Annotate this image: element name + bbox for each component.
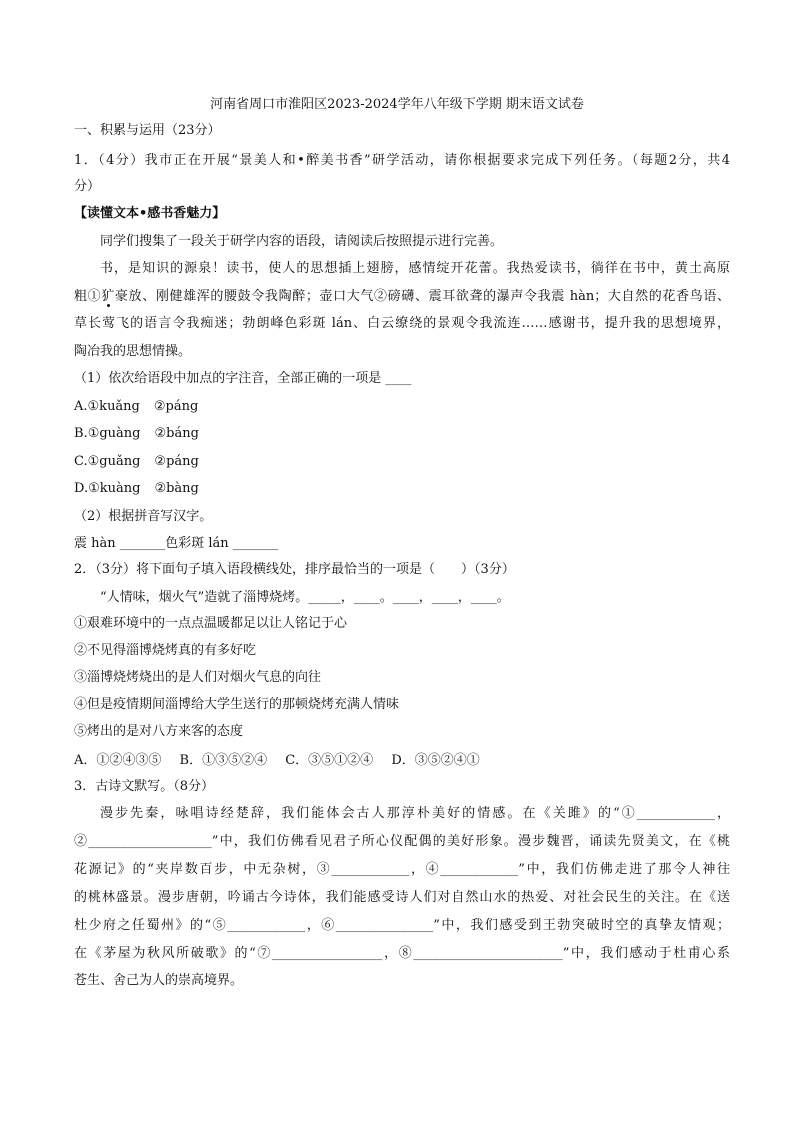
q1-stem-line2: 分） <box>74 179 101 194</box>
q2-choices <box>74 751 480 771</box>
passage-line-4: 陶冶我的思想情操。 <box>74 344 192 359</box>
q3-line-5: 杜少府之任蜀州》的“⑤____________，⑥_______________”中，我们感受到王勃突破时空的真挚友情观； <box>74 918 730 933</box>
passage-line-2-text: 粗①犷豪放、刚健雄浑的腰鼓令我陶醉；壶口大气②磅礴、震耳欲聋的瀑声令我震 hàn；大自然的花香鸟语、 <box>74 289 730 304</box>
q1-intro: 同学们搜集了一段关于研学内容的语段，请阅读后按照提示进行完善。 <box>100 234 504 249</box>
q3-line-7: 苍生、舍己为人的崇高境界。 <box>74 973 244 988</box>
option-d[interactable] <box>74 479 199 499</box>
q2-item-3: ③淄博烧烤烧出的是人们对烟火气息的向往 <box>74 670 322 685</box>
option-pinyin-2: ②bàng <box>154 481 199 496</box>
q3-line-2: ②___________________”中，我们仿佛看见君子所心仪配偶的美好形象。漫步魏晋，诵读先贤美文，在《桃 <box>74 834 730 849</box>
option-a[interactable] <box>74 397 198 417</box>
option-c[interactable] <box>74 452 199 472</box>
q3-stem: 3．古诗文默写。（8分） <box>74 779 215 794</box>
q2-lead: “人情味，烟火气”造就了淄博烧烤。_____，____。____，____，____。 <box>100 590 510 605</box>
emphasis-dot-char: 犷 <box>101 289 115 304</box>
option-pinyin-1: ①guàng <box>87 426 141 441</box>
q2-stem: 2．（3分）将下面句子填入语段横线处，排序最恰当的一项是（ ）（3分） <box>74 562 515 577</box>
option-label: B. <box>74 426 88 441</box>
q2-choice-d[interactable]: D．③⑤②④① <box>391 753 480 768</box>
passage-line-1: 书，是知识的源泉！读书，使人的思想插上翅膀，感情绽开花蕾。我热爱读书，徜徉在书中，黄土高原 <box>100 261 730 276</box>
option-pinyin-2: ②páng <box>153 399 199 414</box>
q3-line-6: 在《茅屋为秋风所破歌》的“⑦_________________，⑧_______________________”中，我们感动于杜甫心系 <box>74 946 730 961</box>
section-heading: 一、积累与运用（23分） <box>74 123 221 138</box>
q1-stem-line1: 1．（4分）我市正在开展“景美人和•醉美书香”研学活动，请你根据要求完成下列任务。（每题2分，共4 <box>74 153 730 168</box>
q1-subhead: 【读懂文本•感书香魅力】 <box>74 206 226 221</box>
q3-line-4: 的桃林盛景。漫步唐朝，吟诵古今诗体，我们能感受诗人们对自然山水的热爱、对社会民生的关注。在《送 <box>74 890 730 905</box>
q1-part2-blanks: 震 hàn _______色彩斑 lán _______ <box>74 536 279 551</box>
option-pinyin-1: ①kuàng <box>88 481 141 496</box>
passage-line-2 <box>74 287 730 307</box>
q2-item-1: ①艰难环境中的一点点温暖都足以让人铭记于心 <box>74 616 348 631</box>
q2-choice-c[interactable]: C．③⑤①②④ <box>285 753 374 768</box>
option-pinyin-1: ①kuǎng <box>87 399 140 414</box>
q3-line-3: 花源记》的“夹岸数百步，中无杂树，③____________，④____________”中，我们仿佛走进了那令人神往 <box>74 862 730 877</box>
option-label: A. <box>74 399 88 414</box>
option-pinyin-2: ②páng <box>154 454 199 469</box>
q1-part2-prompt: （2）根据拼音写汉字。 <box>74 509 213 524</box>
q3-line-1: 漫步先秦，咏唱诗经楚辞，我们能体会古人那淳朴美好的情感。在《关雎》的“①____________， <box>100 806 730 821</box>
option-b[interactable] <box>74 424 199 444</box>
option-pinyin-1: ①guǎng <box>87 454 141 469</box>
q2-item-4: ④但是疫情期间淄博给大学生送行的那顿烧烤充满人情味 <box>74 697 400 712</box>
q2-choice-b[interactable]: B．①③⑤②④ <box>179 753 268 768</box>
q2-choice-a[interactable]: A．①②④③⑤ <box>74 753 162 768</box>
option-label: C. <box>74 454 88 469</box>
q1-part1-prompt: （1）依次给语段中加点的字注音，全部正确的一项是 ____ <box>74 371 412 386</box>
passage-line-3: 草长莺飞的语言令我痴迷；勃朗峰色彩斑 lán、白云缭绕的景观令我流连……感谢书，提升我的思想境界， <box>74 316 730 331</box>
q2-item-2: ②不见得淄博烧烤真的有多好吃 <box>74 643 257 658</box>
exam-title: 河南省周口市淮阳区2023-2024学年八年级下学期 期末语文试卷 <box>210 97 584 112</box>
option-pinyin-2: ②báng <box>154 426 199 441</box>
option-label: D. <box>74 481 89 496</box>
q2-item-5: ⑤烤出的是对八方来客的态度 <box>74 724 244 739</box>
